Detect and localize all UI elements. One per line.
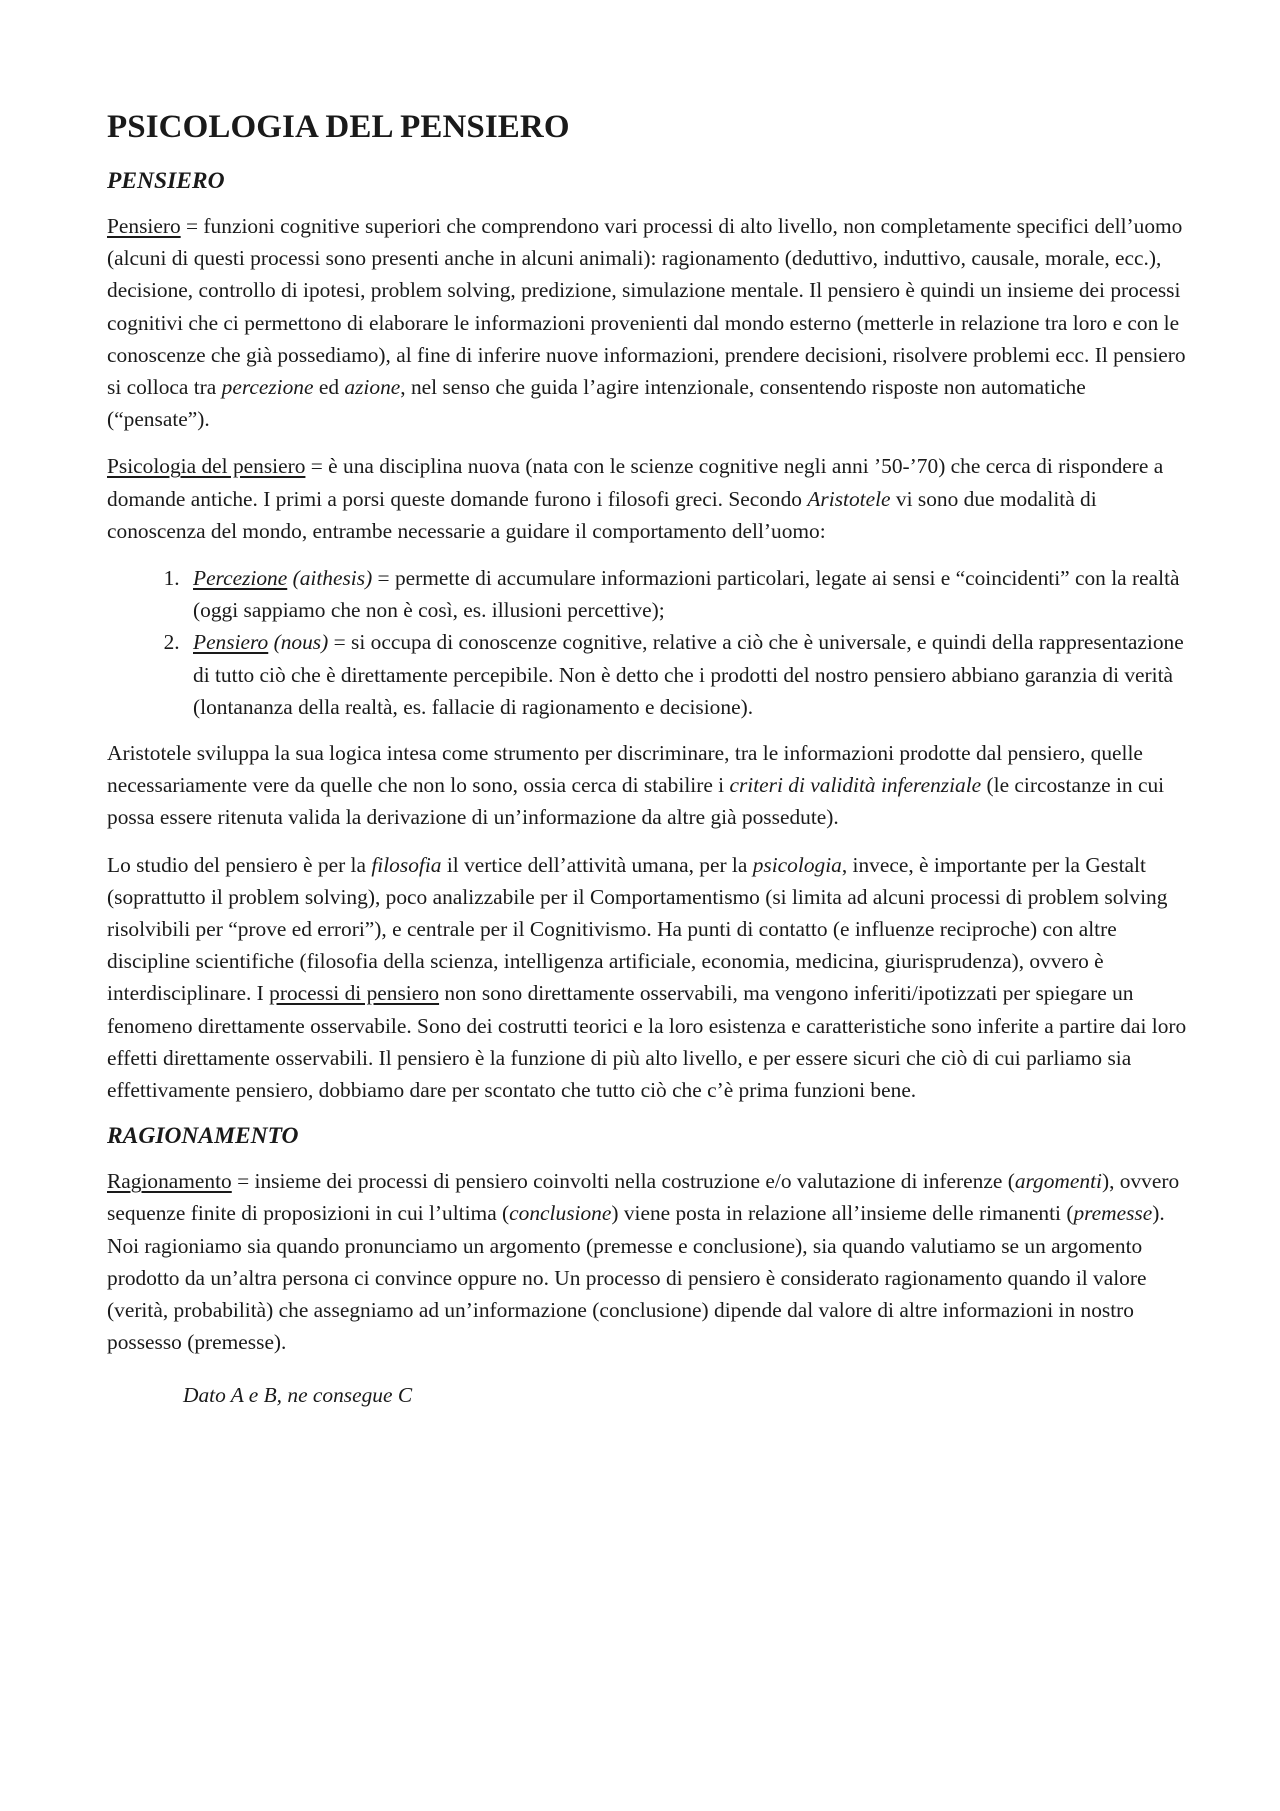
document-page (107, 108, 1192, 1411)
term-ragionamento: Ragionamento (107, 1169, 232, 1194)
term-processi-di-pensiero: processi di pensiero (269, 981, 440, 1006)
numbered-list (107, 562, 1192, 723)
document-title: PSICOLOGIA DEL PENSIERO (107, 109, 570, 145)
paragraph-ragionamento-definition: Ragionamento = insieme dei processi di pensiero coinvolti nella costruzione e/o valutazione di inferenze (argomenti), ovvero sequenze finite di proposizioni in cui l’ultima (conclusione) viene posta in relazione all’insieme delle rimanenti (premesse). Noi ragioniamo sia quando pronunciamo un argomento (premesse e conclusione), sia quando valutiamo se un argomento prodotto da un’altra persona ci convince oppure no. Un processo di pensiero è considerato ragionamento quando il valore (verità, probabilità) che assegniamo ad un’informazione (conclusione) dipende dal valore di altre informazioni in nostro possesso (premesse). (107, 1169, 1180, 1355)
paragraph-aristotele-logica: Aristotele sviluppa la sua logica intesa come strumento per discriminare, tra le informazioni prodotte dal pensiero, quelle necessariamente vere da quelle che non lo sono, ossia cerca di stabilire i criteri di validità inferenziale (le circostanze in cui possa essere ritenuta valida la derivazione di un’informazione da altre già possedute). (107, 741, 1165, 830)
paragraph-studio-del-pensiero: Lo studio del pensiero è per la filosofia il vertice dell’attività umana, per la psicologia, invece, è importante per la Gestalt (soprattutto il problem solving), poco analizzabile per il Comportamentismo (si limita ad alcuni processi di problem solving risolvibili per “prove ed errori”), e centrale per il Cognitivismo. Ha punti di contatto (e influenze reciproche) con altre discipline scientifiche (filosofia della scienza, intelligenza artificiale, economia, medicina, giurisprudenza), ovvero è interdisciplinare. I processi di pensiero non sono direttamente osservabili, ma vengono inferiti/ipotizzati per spiegare un fenomeno direttamente osservabile. Sono dei costrutti teorici e la loro esistenza e caratteristiche sono inferite a partire dai loro effetti direttamente osservabili. Il pensiero è la funzione di più alto livello, e per essere sicuri che ciò di cui parliamo sia effettivamente pensiero, dobbiamo dare per scontato che tutto ciò che c’è prima funzioni bene. (107, 852, 1187, 1103)
section-heading-pensiero: PENSIERO (107, 168, 225, 194)
paragraph-pensiero-definition: Pensiero = funzioni cognitive superiori che comprendono vari processi di alto livello, non completamente specifici dell’uomo (alcuni di questi processi sono presenti anche in alcuni animali): ragionamento (deduttivo, induttivo, causale, morale, ecc.), decisione, controllo di ipotesi, problem solving, predizione, simulazione mentale. Il pensiero è quindi un insieme dei processi cognitivi che ci permettono di elaborare le informazioni provenienti dal mondo esterno (metterle in relazione tra loro e con le conoscenze che già possediamo), al fine di inferire nuove informazioni, prendere decisioni, risolvere problemi ecc. Il pensiero si colloca tra percezione ed azione, nel senso che guida l’agire intenzionale, consentendo risposte non automatiche (“pensate”). (107, 214, 1186, 432)
section-heading-ragionamento: RAGIONAMENTO (107, 1123, 299, 1150)
term-pensiero: Pensiero (107, 214, 181, 238)
formula-example: Dato A e B, ne consegue C (183, 1382, 413, 1407)
list-item: 1. Percezione (aithesis) = permette di accumulare informazioni particolari, legate ai sensi e “coincidenti” con la realtà (oggi sappiamo che non è così, es. illusioni percettive); (185, 562, 1192, 626)
list-item: 2. Pensiero (nous) = si occupa di conoscenze cognitive, relative a ciò che è universale, e quindi della rappresentazione di tutto ciò che è direttamente percepibile. Non è detto che i prodotti del nostro pensiero abbiano garanzia di verità (lontananza della realtà, es. fallacie di ragionamento e decisione). (185, 626, 1192, 723)
paragraph-psicologia-del-pensiero: Psicologia del pensiero = è una disciplina nuova (nata con le scienze cognitive negli anni ’50-’70) che cerca di rispondere a domande antiche. I primi a porsi queste domande furono i filosofi greci. Secondo Aristotele vi sono due modalità di conoscenza del mondo, entrambe necessarie a guidare il comportamento dell’uomo: (107, 454, 1164, 543)
term-psicologia-del-pensiero: Psicologia del pensiero (107, 454, 306, 479)
